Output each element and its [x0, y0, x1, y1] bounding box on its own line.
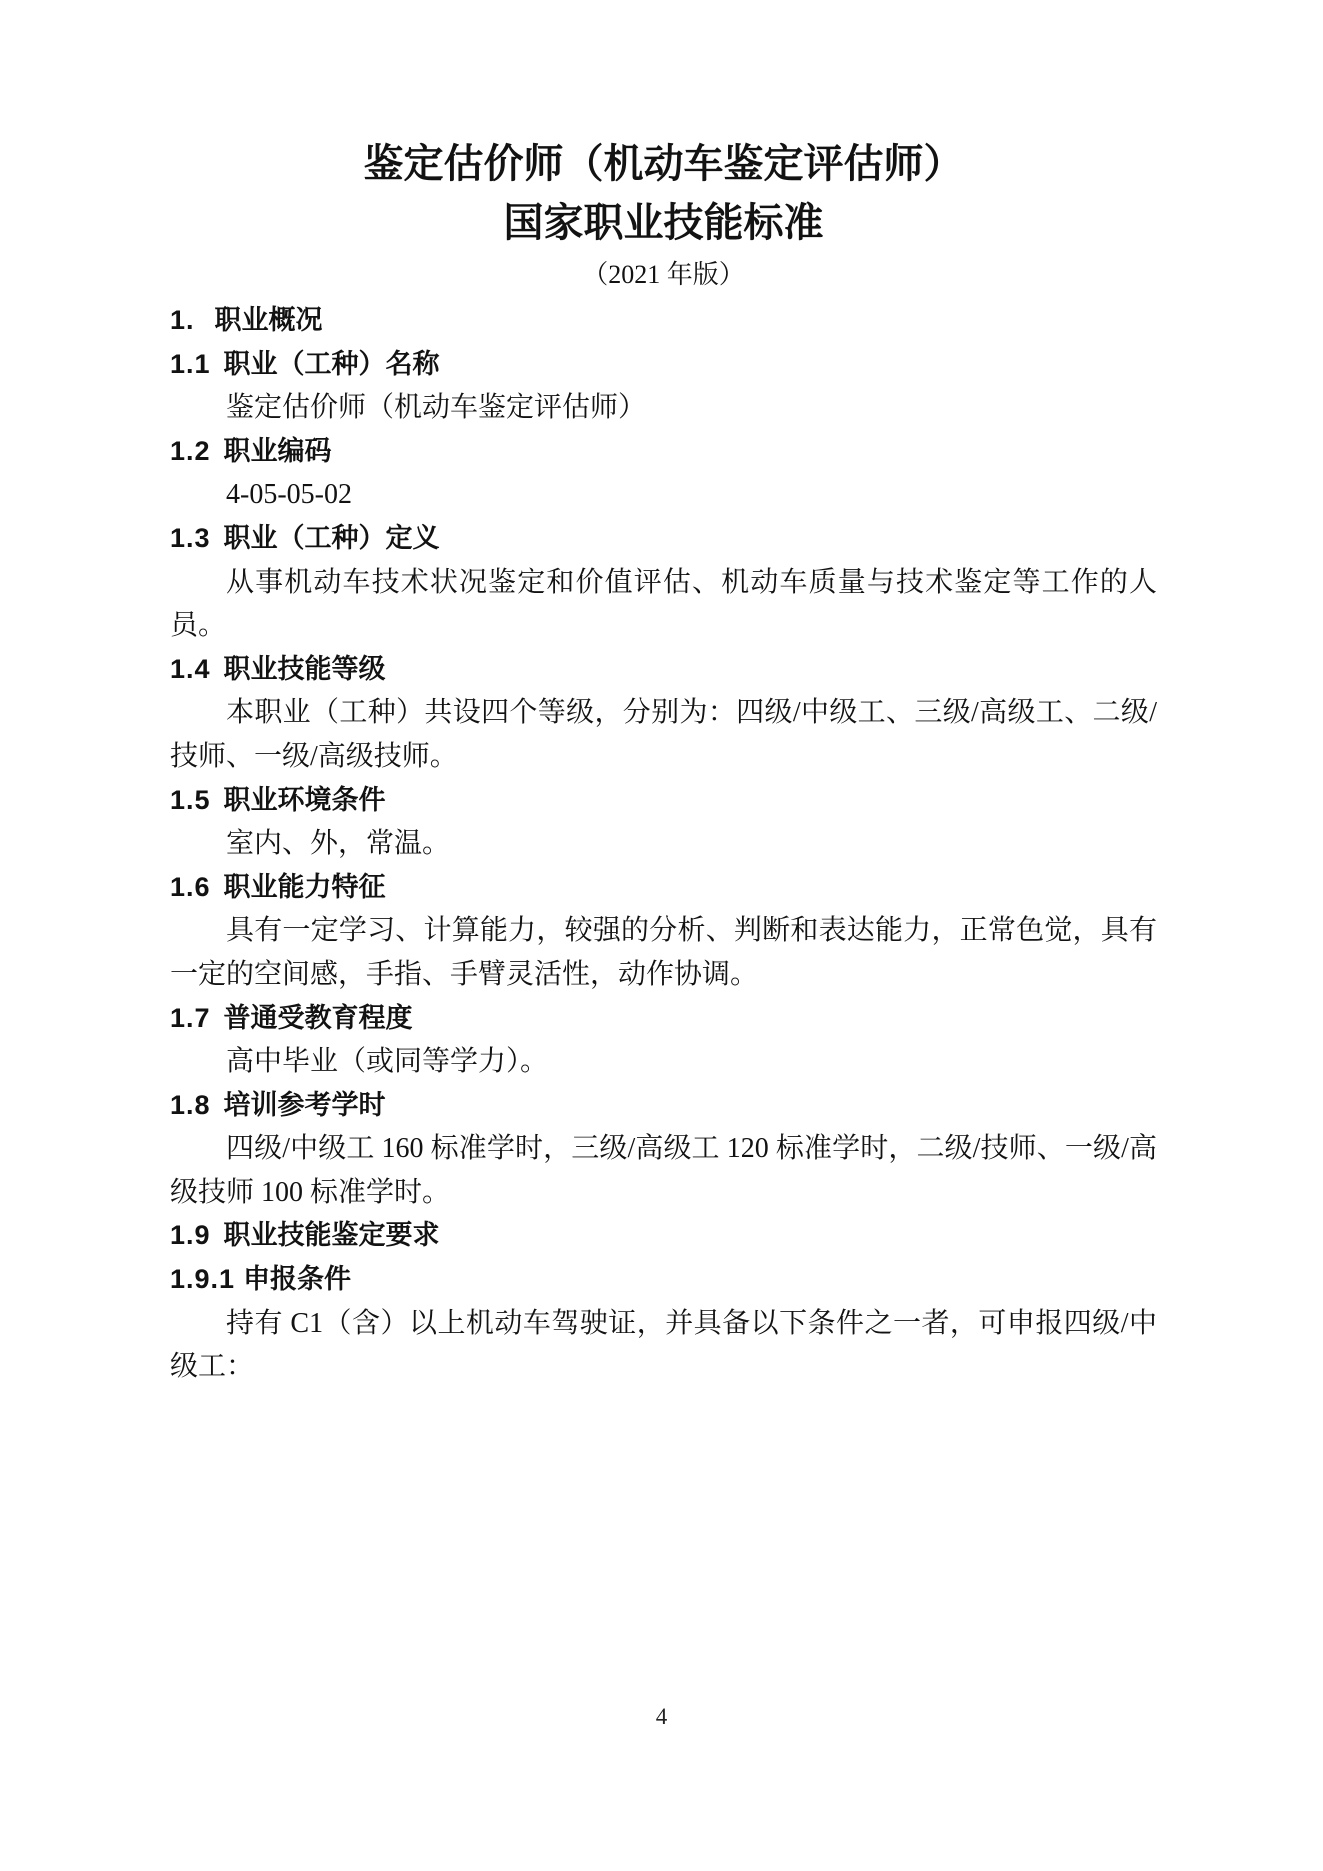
section-heading-1-4 [170, 648, 1157, 692]
section-number: 1.7 [170, 1002, 211, 1033]
body-paragraph: 持有 C1（含）以上机动车驾驶证，并具备以下条件之一者，可申报四级/中级工： [170, 1307, 1157, 1383]
section-title: 职业（工种）名称 [223, 348, 440, 379]
section-heading-1-1 [170, 343, 1157, 387]
section-number: 1.4 [170, 653, 211, 684]
body-paragraph: 4-05-05-02 [226, 479, 352, 511]
section-title: 职业概况 [214, 305, 323, 335]
document-title-line2: 国家职业技能标准 [503, 201, 824, 245]
section-number: 1.2 [170, 435, 211, 466]
edition-label: （2021 年版） [582, 260, 745, 289]
section-heading-1-8 [170, 1084, 1157, 1128]
section-heading-1-9-1 [170, 1258, 1157, 1302]
section-heading-1-7 [170, 997, 1157, 1041]
section-number: 1.6 [170, 871, 211, 902]
section-title: 职业编码 [223, 435, 332, 466]
document-content [170, 0, 1157, 1389]
section-number: 1. [170, 305, 195, 335]
section-title: 申报条件 [243, 1264, 352, 1295]
page-number: 4 [655, 1704, 668, 1729]
section-title: 普通受教育程度 [223, 1002, 413, 1033]
section-number: 1.1 [170, 348, 211, 379]
section-number: 1.9.1 [170, 1264, 236, 1295]
body-paragraph: 从事机动车技术状况鉴定和价值评估、机动车质量与技术鉴定等工作的人员。 [170, 566, 1157, 642]
section-title: 职业技能等级 [223, 653, 386, 684]
section-title: 职业（工种）定义 [223, 522, 440, 553]
body-paragraph: 室内、外，常温。 [226, 828, 451, 860]
body-paragraph: 四级/中级工 160 标准学时，三级/高级工 120 标准学时，二级/技师、一级/高级技师 100 标准学时。 [170, 1133, 1157, 1208]
body-paragraph: 高中毕业（或同等学力）。 [226, 1046, 549, 1078]
section-title: 培训参考学时 [223, 1089, 386, 1120]
section-number: 1.8 [170, 1089, 211, 1120]
sections [170, 299, 1157, 1389]
section-title: 职业环境条件 [223, 784, 386, 815]
body-paragraph: 具有一定学习、计算能力，较强的分析、判断和表达能力，正常色觉，具有一定的空间感，手指、手臂灵活性，动作协调。 [170, 915, 1157, 990]
section-title: 职业能力特征 [223, 871, 386, 902]
section-title: 职业技能鉴定要求 [223, 1220, 440, 1251]
section-number: 1.9 [170, 1220, 211, 1251]
section-heading-1-2 [170, 430, 1157, 474]
section-heading-1 [170, 299, 1157, 343]
section-heading-1-3 [170, 517, 1157, 561]
section-heading-1-5 [170, 779, 1157, 823]
section-heading-1-9 [170, 1214, 1157, 1258]
body-paragraph: 鉴定估价师（机动车鉴定评估师） [226, 392, 647, 424]
body-paragraph: 本职业（工种）共设四个等级，分别为：四级/中级工、三级/高级工、二级/技师、一级/高级技师。 [170, 697, 1157, 772]
document-title-line1: 鉴定估价师（机动车鉴定评估师） [363, 142, 964, 186]
section-number: 1.3 [170, 522, 211, 553]
section-number: 1.5 [170, 784, 211, 815]
section-heading-1-6 [170, 866, 1157, 910]
